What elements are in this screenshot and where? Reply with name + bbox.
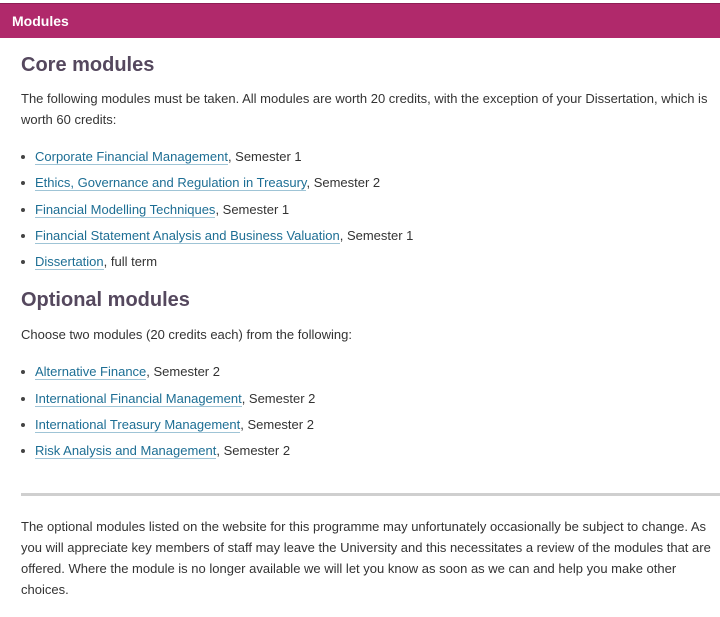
list-item — [21, 363, 711, 389]
module-link-dissertation[interactable]: Dissertation — [35, 254, 104, 270]
list-item — [21, 201, 711, 227]
bullet-icon — [21, 423, 25, 427]
module-term: , Semester 2 — [146, 364, 220, 380]
list-item — [21, 253, 711, 279]
module-link-risk-analysis[interactable]: Risk Analysis and Management — [35, 443, 217, 459]
modules-header-bar — [0, 3, 720, 38]
bullet-icon — [21, 155, 25, 159]
module-term: , Semester 1 — [215, 201, 290, 217]
module-link-corporate-financial-management[interactable]: Corporate Financial Management — [35, 149, 228, 164]
core-modules-list — [21, 148, 711, 279]
module-change-notice: The optional modules listed on the website for this programme may unfortunately occasionally be subject to change. As you will appreciate key members of staff may leave the University and this necessitates a review of the modules that are offered. Where the module is no longer available we will let you know as soon as we can and help you make other choices. — [21, 519, 711, 597]
list-item — [21, 416, 711, 442]
list-item — [21, 148, 711, 174]
bullet-icon — [21, 260, 25, 264]
core-modules-intro: The following modules must be taken. All modules are worth 20 credits, with the exception of your Dissertation, which is worth 60 credits: — [21, 91, 708, 127]
module-term: , Semester 1 — [339, 227, 414, 243]
bullet-icon — [21, 397, 25, 401]
bullet-icon — [21, 181, 25, 185]
list-item — [21, 174, 711, 200]
module-term: , Semester 2 — [306, 175, 381, 191]
module-link-financial-statement-analysis[interactable]: Financial Statement Analysis and Business Valuation — [35, 227, 340, 243]
module-term: , Semester 1 — [227, 149, 302, 164]
core-modules-heading: Core modules — [21, 54, 155, 76]
optional-modules-list — [21, 363, 711, 468]
optional-modules-intro: Choose two modules (20 credits each) from the following: — [21, 327, 352, 343]
module-term: , Semester 2 — [216, 443, 291, 459]
modules-header-title: Modules — [12, 13, 69, 29]
module-link-alternative-finance[interactable]: Alternative Finance — [35, 364, 147, 380]
module-term: , full term — [103, 254, 158, 270]
bullet-icon — [21, 234, 25, 238]
modules-content — [21, 50, 711, 469]
module-link-international-treasury-management[interactable]: International Treasury Management — [35, 417, 241, 433]
list-item — [21, 390, 711, 416]
bullet-icon — [21, 370, 25, 374]
bullet-icon — [21, 449, 25, 453]
section-divider — [21, 493, 720, 496]
list-item — [21, 442, 711, 468]
module-term: , Semester 2 — [241, 390, 316, 406]
module-link-financial-modelling[interactable]: Financial Modelling Techniques — [35, 201, 216, 217]
optional-modules-heading: Optional modules — [21, 289, 190, 312]
module-link-international-financial-management[interactable]: International Financial Management — [35, 390, 242, 406]
module-link-ethics-governance[interactable]: Ethics, Governance and Regulation in Treasury — [35, 175, 307, 191]
module-term: , Semester 2 — [240, 417, 314, 433]
list-item — [21, 227, 711, 253]
bullet-icon — [21, 208, 25, 212]
